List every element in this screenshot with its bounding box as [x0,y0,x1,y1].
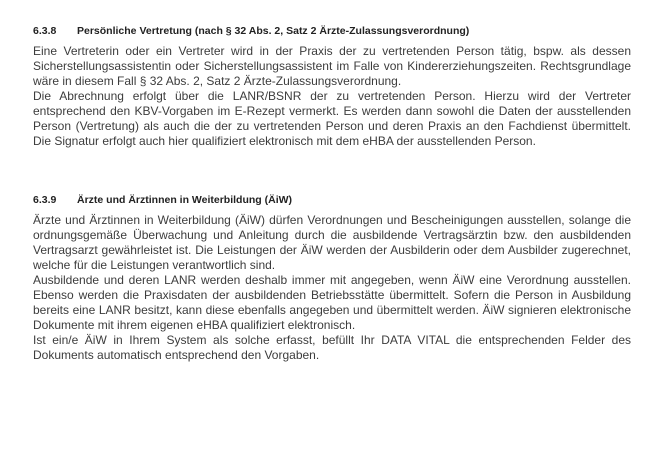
section-6-3-8 [33,24,631,149]
section-heading [33,193,631,207]
paragraph: Ausbildende und deren LANR werden deshalb immer mit angegeben, wenn ÄiW eine Verordnung ausstellen. Ebenso werden die Praxisdaten der ausbildenden Betriebsstätte übermittelt. Sofern die Person in Ausbildung bereits eine LANR besitzt, kann diese ebenfalls angegeben und übermittelt werden. ÄiW signieren elektronische Dokumente mit ihrem eigenen eHBA qualifiziert elektronisch. [33,273,631,332]
paragraph: Ist ein/e ÄiW in Ihrem System als solche erfasst, befüllt Ihr DATA VITAL die entsprechenden Felder des Dokuments automatisch entsprechend den Vorgaben. [33,333,631,362]
section-number: 6.3.9 [33,194,57,206]
section-heading [33,24,631,38]
paragraph: Eine Vertreterin oder ein Vertreter wird in der Praxis der zu vertretenden Person tätig, bspw. als dessen Sicherstellungsassistentin oder Sicherstellungsassistent im Falle von Kindererziehungszeiten. Rechtsgrundlage wäre in diesem Fall § 32 Abs. 2, Satz 2 Ärzte-Zulassungsverordnung. [33,44,631,88]
paragraph: Ärzte und Ärztinnen in Weiterbildung (ÄiW) dürfen Verordnungen und Bescheinigungen ausstellen, solange die ordnungsgemäße Überwachung und Anleitung durch die ausbildende Vertragsärztin bzw. den ausbildenden Vertragsarzt gewährleistet ist. Die Leistungen der ÄiW werden der Ausbilderin oder dem Ausbilder zugerechnet, welche für die Leistungen verantwortlich sind. [33,213,631,272]
section-6-3-9 [33,193,631,363]
document-page [33,24,631,363]
section-title: Ärzte und Ärztinnen in Weiterbildung (ÄiW) [77,194,293,206]
paragraph: Die Abrechnung erfolgt über die LANR/BSNR der zu vertretenden Person. Hierzu wird der Vertreter entsprechend den KBV-Vorgaben im E-Rezept vermerkt. Es werden dann sowohl die Daten der ausstellenden Person (Vertretung) als auch die der zu vertretenden Person und deren Praxis an den Fachdienst übermittelt. Die Signatur erfolgt auch hier qualifiziert elektronisch mit dem eHBA der ausstellenden Person. [33,89,631,148]
section-title: Persönliche Vertretung (nach § 32 Abs. 2, Satz 2 Ärzte-Zulassungsverordnung) [77,25,470,37]
section-number: 6.3.8 [33,25,57,37]
